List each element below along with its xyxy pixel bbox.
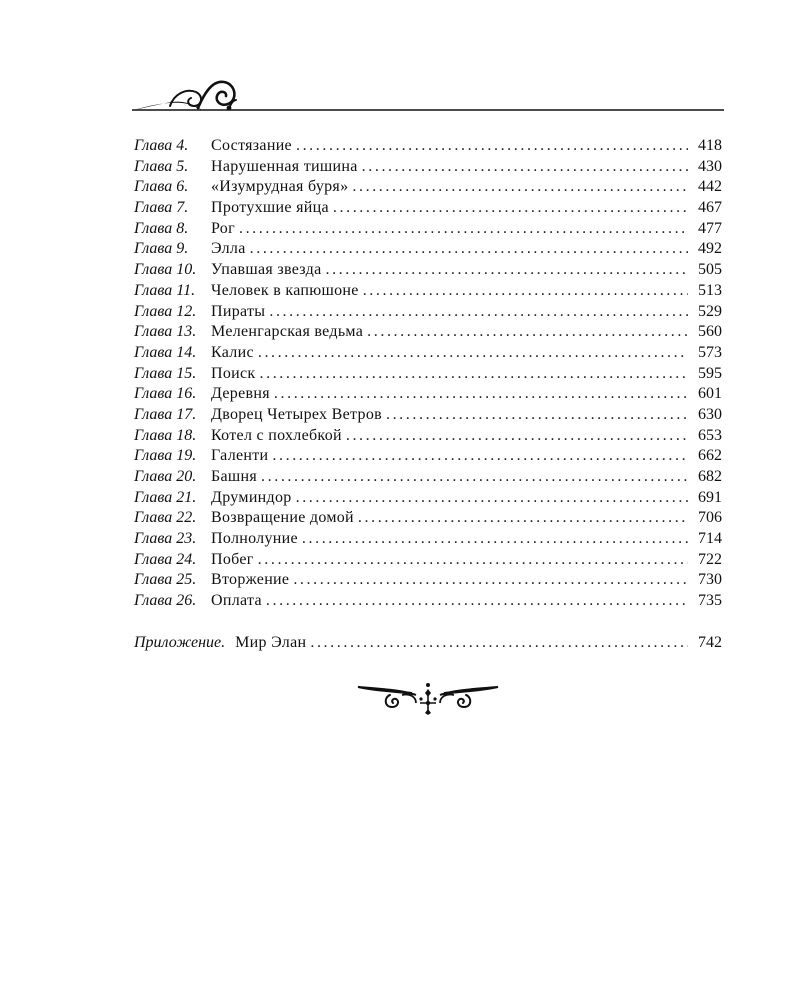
chapter-page-number: 595 bbox=[698, 364, 722, 382]
chapter-page-number: 573 bbox=[698, 343, 722, 361]
chapter-title: Упавшая звезда bbox=[211, 261, 322, 279]
dot-leader bbox=[266, 591, 688, 612]
dot-leader bbox=[346, 426, 688, 447]
dot-leader bbox=[333, 198, 688, 219]
toc-appendix-row[interactable] bbox=[134, 633, 722, 654]
chapter-title: Вторжение bbox=[211, 571, 290, 589]
chapter-page-number: 513 bbox=[698, 281, 722, 299]
chapter-label: Глава 9. bbox=[134, 240, 189, 258]
chapter-title: «Изумрудная буря» bbox=[211, 178, 349, 196]
chapter-label: Глава 19. bbox=[134, 447, 197, 465]
chapter-title: Рог bbox=[211, 219, 235, 237]
chapter-label: Глава 10. bbox=[134, 261, 197, 279]
dot-leader bbox=[362, 157, 688, 178]
chapter-page-number: 735 bbox=[698, 592, 722, 610]
toc-chapter-row[interactable] bbox=[134, 488, 722, 509]
chapter-label: Глава 11. bbox=[134, 281, 196, 299]
chapter-title: Побег bbox=[211, 550, 254, 568]
chapter-page-number: 653 bbox=[698, 426, 722, 444]
dot-leader bbox=[310, 633, 688, 654]
fleuron-divider-icon bbox=[356, 679, 500, 715]
chapter-page-number: 467 bbox=[698, 199, 722, 217]
toc-chapter-row[interactable] bbox=[134, 467, 722, 488]
dot-leader bbox=[325, 260, 688, 281]
chapter-page-number: 722 bbox=[698, 550, 722, 568]
toc-chapter-row[interactable] bbox=[134, 405, 722, 426]
scroll-flourish-icon bbox=[132, 72, 724, 116]
toc-chapter-row[interactable] bbox=[134, 322, 722, 343]
chapter-title: Дворец Четырех Ветров bbox=[211, 405, 382, 423]
toc-chapter-row[interactable] bbox=[134, 198, 722, 219]
toc-chapter-row[interactable] bbox=[134, 157, 722, 178]
chapter-page-number: 601 bbox=[698, 385, 722, 403]
toc-chapter-row[interactable] bbox=[134, 343, 722, 364]
dot-leader bbox=[386, 405, 688, 426]
chapter-page-number: 418 bbox=[698, 137, 722, 154]
chapter-page-number: 430 bbox=[698, 157, 722, 175]
chapter-title: Меленгарская ведьма bbox=[211, 323, 364, 341]
chapter-title: Полнолуние bbox=[211, 530, 298, 548]
toc-chapter-row[interactable] bbox=[134, 591, 722, 612]
chapter-label: Глава 4. bbox=[134, 137, 189, 154]
chapter-page-number: 492 bbox=[698, 240, 722, 258]
chapter-label: Глава 26. bbox=[134, 592, 197, 610]
dot-leader bbox=[293, 570, 688, 591]
chapter-title: Человек в капюшоне bbox=[211, 281, 359, 299]
dot-leader bbox=[352, 177, 688, 198]
chapter-page-number: 691 bbox=[698, 488, 722, 506]
dot-leader bbox=[239, 219, 688, 240]
chapter-title: Нарушенная тишина bbox=[211, 157, 358, 175]
chapter-title: Пираты bbox=[211, 302, 266, 320]
toc-chapter-row[interactable] bbox=[134, 219, 722, 240]
chapter-page-number: 682 bbox=[698, 468, 722, 485]
chapter-page-number: 714 bbox=[698, 530, 722, 548]
dot-leader bbox=[358, 508, 688, 529]
toc-chapter-row[interactable] bbox=[134, 302, 722, 323]
chapter-label: Глава 8. bbox=[134, 219, 189, 237]
toc-chapter-row[interactable] bbox=[134, 384, 722, 405]
chapter-page-number: 529 bbox=[698, 302, 722, 320]
chapter-label: Глава 16. bbox=[134, 385, 197, 403]
dot-leader bbox=[296, 136, 688, 157]
dot-leader bbox=[261, 467, 688, 488]
chapter-title: Оплата bbox=[211, 592, 262, 610]
toc-chapter-row[interactable] bbox=[134, 136, 722, 157]
chapter-page-number: 662 bbox=[698, 447, 722, 465]
dot-leader bbox=[296, 488, 688, 509]
chapter-label: Глава 20. bbox=[134, 468, 197, 485]
dot-leader bbox=[269, 302, 688, 323]
toc-chapter-row[interactable] bbox=[134, 570, 722, 591]
chapter-label: Глава 24. bbox=[134, 550, 197, 568]
chapter-page-number: 442 bbox=[698, 178, 722, 196]
chapter-label: Глава 5. bbox=[134, 157, 189, 175]
dot-leader bbox=[258, 550, 688, 571]
chapter-label: Глава 7. bbox=[134, 199, 189, 217]
chapter-label: Глава 15. bbox=[134, 364, 197, 382]
chapter-title: Элла bbox=[211, 240, 246, 258]
toc-chapter-row[interactable] bbox=[134, 177, 722, 198]
chapter-label: Глава 21. bbox=[134, 488, 197, 506]
chapter-title: Котел с похлебкой bbox=[211, 426, 342, 444]
chapter-title: Возвращение домой bbox=[211, 509, 354, 527]
toc-chapter-row[interactable] bbox=[134, 508, 722, 529]
appendix-title: Мир Элан bbox=[235, 634, 307, 651]
toc-chapter-row[interactable] bbox=[134, 426, 722, 447]
table-of-contents bbox=[134, 136, 722, 612]
dot-leader bbox=[367, 322, 688, 343]
dot-leader bbox=[302, 529, 688, 550]
chapter-page-number: 730 bbox=[698, 571, 722, 589]
chapter-label: Глава 6. bbox=[134, 178, 189, 196]
dot-leader bbox=[250, 239, 688, 260]
dot-leader bbox=[260, 364, 689, 385]
appendix-page-number: 742 bbox=[698, 634, 722, 651]
chapter-title: Башня bbox=[211, 468, 258, 485]
chapter-label: Глава 17. bbox=[134, 405, 197, 423]
chapter-title: Калис bbox=[211, 343, 254, 361]
appendix-label: Приложение. bbox=[134, 634, 226, 651]
chapter-label: Глава 13. bbox=[134, 323, 197, 341]
chapter-page-number: 505 bbox=[698, 261, 722, 279]
toc-chapter-row[interactable] bbox=[134, 239, 722, 260]
toc-chapter-row[interactable] bbox=[134, 260, 722, 281]
chapter-title: Поиск bbox=[211, 364, 256, 382]
chapter-label: Глава 14. bbox=[134, 343, 197, 361]
chapter-title: Деревня bbox=[211, 385, 270, 403]
dot-leader bbox=[274, 384, 688, 405]
chapter-label: Глава 18. bbox=[134, 426, 197, 444]
dot-leader bbox=[258, 343, 688, 364]
toc-chapter-row[interactable] bbox=[134, 281, 722, 302]
chapter-label: Глава 12. bbox=[134, 302, 197, 320]
toc-chapter-row[interactable] bbox=[134, 550, 722, 571]
dot-leader bbox=[363, 281, 688, 302]
chapter-page-number: 706 bbox=[698, 509, 722, 527]
chapter-page-number: 560 bbox=[698, 323, 722, 341]
chapter-title: Протухшие яйца bbox=[211, 199, 329, 217]
chapter-label: Глава 23. bbox=[134, 530, 197, 548]
toc-chapter-row[interactable] bbox=[134, 364, 722, 385]
chapter-title: Друминдор bbox=[211, 488, 292, 506]
dot-leader bbox=[272, 446, 688, 467]
toc-chapter-row[interactable] bbox=[134, 446, 722, 467]
chapter-label: Глава 22. bbox=[134, 509, 197, 527]
chapter-page-number: 477 bbox=[698, 219, 722, 237]
chapter-title: Галенти bbox=[211, 447, 269, 465]
toc-chapter-row[interactable] bbox=[134, 529, 722, 550]
chapter-page-number: 630 bbox=[698, 405, 722, 423]
chapter-title: Состязание bbox=[211, 137, 292, 154]
chapter-label: Глава 25. bbox=[134, 571, 197, 589]
